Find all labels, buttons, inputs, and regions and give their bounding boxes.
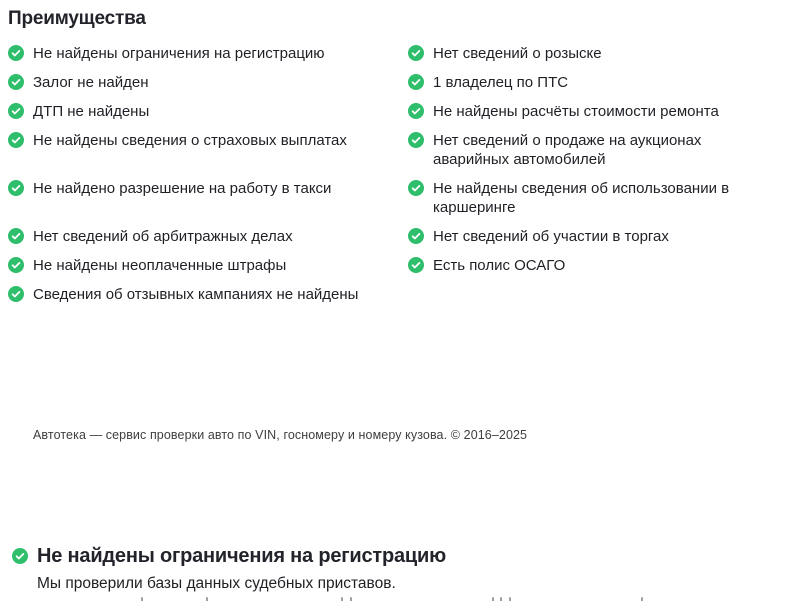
list-item [8, 73, 408, 92]
check-circle-icon [408, 74, 424, 90]
check-circle-icon [8, 180, 24, 196]
list-item-label: Сведения об отзывных кампаниях не найдены [33, 286, 359, 303]
list-item [408, 256, 795, 275]
list-item [408, 73, 795, 92]
detail-section-title: Не найдены ограничения на регистрацию [37, 545, 447, 567]
check-circle-icon [8, 132, 24, 148]
list-item [8, 44, 408, 63]
check-circle-icon [408, 132, 424, 148]
list-item-label: Не найдено разрешение на работу в такси [33, 180, 332, 197]
list-item-label: Не найдены расчёты стоимости ремонта [433, 103, 719, 120]
check-circle-icon [8, 257, 24, 273]
service-copyright-note: Автотека — сервис проверки авто по VIN, госномеру и номеру кузова. © 2016–2025 [33, 428, 528, 442]
check-circle-icon [408, 228, 424, 244]
list-item-label: Не найдены ограничения на регистрацию [33, 45, 325, 62]
list-item-label: Нет сведений о розыске [433, 45, 602, 62]
cutoff-next-line [0, 597, 801, 601]
list-item-label: ДТП не найдены [33, 103, 150, 120]
list-item [8, 256, 408, 275]
check-circle-icon [8, 45, 24, 61]
check-circle-icon [8, 103, 24, 119]
list-item [408, 131, 795, 169]
detail-section-description: Мы проверили базы данных судебных приставов. [37, 575, 396, 592]
list-item [408, 179, 795, 217]
advantages-grid [8, 44, 795, 304]
list-item-label: Есть полис ОСАГО [433, 257, 566, 274]
list-item [408, 227, 795, 246]
list-item [408, 102, 795, 121]
list-item-label: 1 владелец по ПТС [433, 74, 569, 91]
check-circle-icon [12, 548, 28, 564]
check-circle-icon [408, 180, 424, 196]
list-item-label: Не найдены сведения об использовании в каршеринге [433, 180, 730, 216]
list-item-label: Нет сведений об арбитражных делах [33, 228, 293, 245]
list-item [8, 102, 408, 121]
check-circle-icon [8, 286, 24, 302]
page-title: Преимущества [8, 8, 146, 29]
list-item [408, 44, 795, 63]
list-item-label: Нет сведений об участии в торгах [433, 228, 669, 245]
check-circle-icon [408, 103, 424, 119]
list-item [8, 227, 408, 246]
check-circle-icon [408, 257, 424, 273]
list-item-label: Залог не найден [33, 74, 149, 91]
detail-section [12, 544, 792, 593]
list-item [8, 285, 408, 304]
list-item-label: Нет сведений о продаже на аукционах аварийных автомобилей [433, 132, 702, 168]
check-circle-icon [8, 228, 24, 244]
list-item-label: Не найдены неоплаченные штрафы [33, 257, 287, 274]
list-item [8, 179, 408, 198]
check-circle-icon [408, 45, 424, 61]
check-circle-icon [8, 74, 24, 90]
empty-grid-cell [408, 285, 795, 286]
list-item [8, 131, 408, 150]
list-item-label: Не найдены сведения о страховых выплатах [33, 132, 347, 149]
